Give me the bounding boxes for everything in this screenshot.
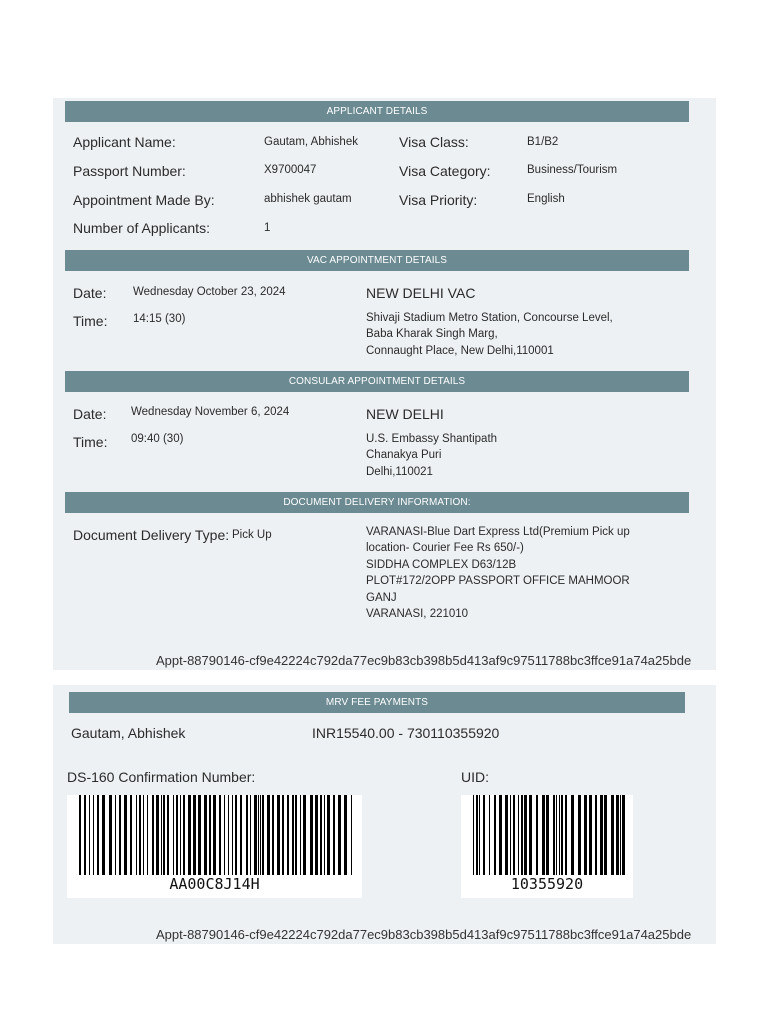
delivery-address-line: PLOT#172/2OPP PASSPORT OFFICE MAHMOOR (366, 575, 630, 587)
applicant-name-label: Applicant Name: (73, 134, 176, 150)
consular-address-line: Delhi,110021 (366, 466, 433, 478)
delivery-address-line: VARANASI-Blue Dart Express Ltd(Premium Pick up (366, 526, 630, 538)
ds160-barcode-text: AA00C8J14H (169, 875, 260, 893)
applicant-name-value: Gautam, Abhishek (264, 136, 358, 148)
uid-label: UID: (461, 769, 489, 785)
number-of-applicants-label: Number of Applicants: (73, 220, 210, 236)
vac-address-line: Shivaji Stadium Metro Station, Concourse Level, (366, 312, 613, 324)
vac-address-line: Connaught Place, New Delhi,110001 (366, 345, 554, 357)
passport-number-value: X9700047 (264, 164, 317, 176)
vac-time-label: Time: (73, 313, 108, 329)
uid-barcode-text: 10355920 (510, 875, 584, 893)
consular-appointment-header: CONSULAR APPOINTMENT DETAILS (65, 371, 689, 392)
ds160-barcode (67, 795, 362, 898)
appointment-reference-footer: Appt-88790146-cf9e42224c792da77ec9b83cb398b5d413af9c97511788bc3ffce91a74a25bde (156, 927, 692, 942)
visa-priority-label: Visa Priority: (399, 192, 478, 208)
consular-date-label: Date: (73, 406, 107, 422)
visa-category-label: Visa Category: (399, 163, 491, 179)
vac-time-value: 14:15 (30) (133, 313, 186, 325)
consular-address-line: U.S. Embassy Shantipath (366, 433, 498, 445)
vac-date-value: Wednesday October 23, 2024 (133, 286, 286, 298)
ds160-label: DS-160 Confirmation Number: (67, 769, 256, 785)
appointment-made-by-label: Appointment Made By: (73, 192, 215, 208)
vac-address-line: Baba Kharak Singh Marg, (366, 328, 498, 340)
delivery-address-line: SIDDHA COMPLEX D63/12B (366, 559, 517, 571)
vac-appointment-header: VAC APPOINTMENT DETAILS (65, 250, 689, 271)
consular-time-value: 09:40 (30) (131, 433, 184, 445)
consular-date-value: Wednesday November 6, 2024 (131, 406, 290, 418)
consular-location-title: NEW DELHI (366, 406, 444, 422)
visa-class-value: B1/B2 (527, 136, 559, 148)
consular-time-label: Time: (73, 434, 108, 450)
vac-location-title: NEW DELHI VAC (366, 285, 476, 301)
mrv-fee-amount: INR15540.00 - 730110355920 (312, 725, 500, 741)
mrv-applicant-name: Gautam, Abhishek (71, 725, 186, 741)
appointment-reference: Appt-88790146-cf9e42224c792da77ec9b83cb398b5d413af9c97511788bc3ffce91a74a25bde (156, 653, 692, 668)
delivery-address-line: VARANASI, 221010 (366, 608, 469, 620)
delivery-type-label: Document Delivery Type: (73, 527, 230, 543)
passport-number-label: Passport Number: (73, 163, 186, 179)
document-delivery-header: DOCUMENT DELIVERY INFORMATION: (65, 492, 689, 513)
delivery-type-value: Pick Up (232, 529, 272, 541)
applicant-details-header: APPLICANT DETAILS (65, 101, 689, 122)
visa-category-value: Business/Tourism (527, 164, 618, 176)
uid-barcode (461, 795, 633, 898)
appointment-made-by-value: abhishek gautam (264, 193, 352, 205)
visa-class-label: Visa Class: (399, 134, 469, 150)
delivery-address-line: location- Courier Fee Rs 650/-) (366, 542, 524, 554)
visa-priority-value: English (527, 193, 565, 205)
mrv-fee-panel (53, 685, 716, 944)
consular-address-line: Chanakya Puri (366, 449, 442, 461)
number-of-applicants-value: 1 (264, 222, 271, 234)
delivery-address-line: GANJ (366, 592, 397, 604)
appointment-panel (53, 98, 716, 670)
mrv-fee-header: MRV FEE PAYMENTS (69, 692, 685, 713)
vac-date-label: Date: (73, 285, 107, 301)
